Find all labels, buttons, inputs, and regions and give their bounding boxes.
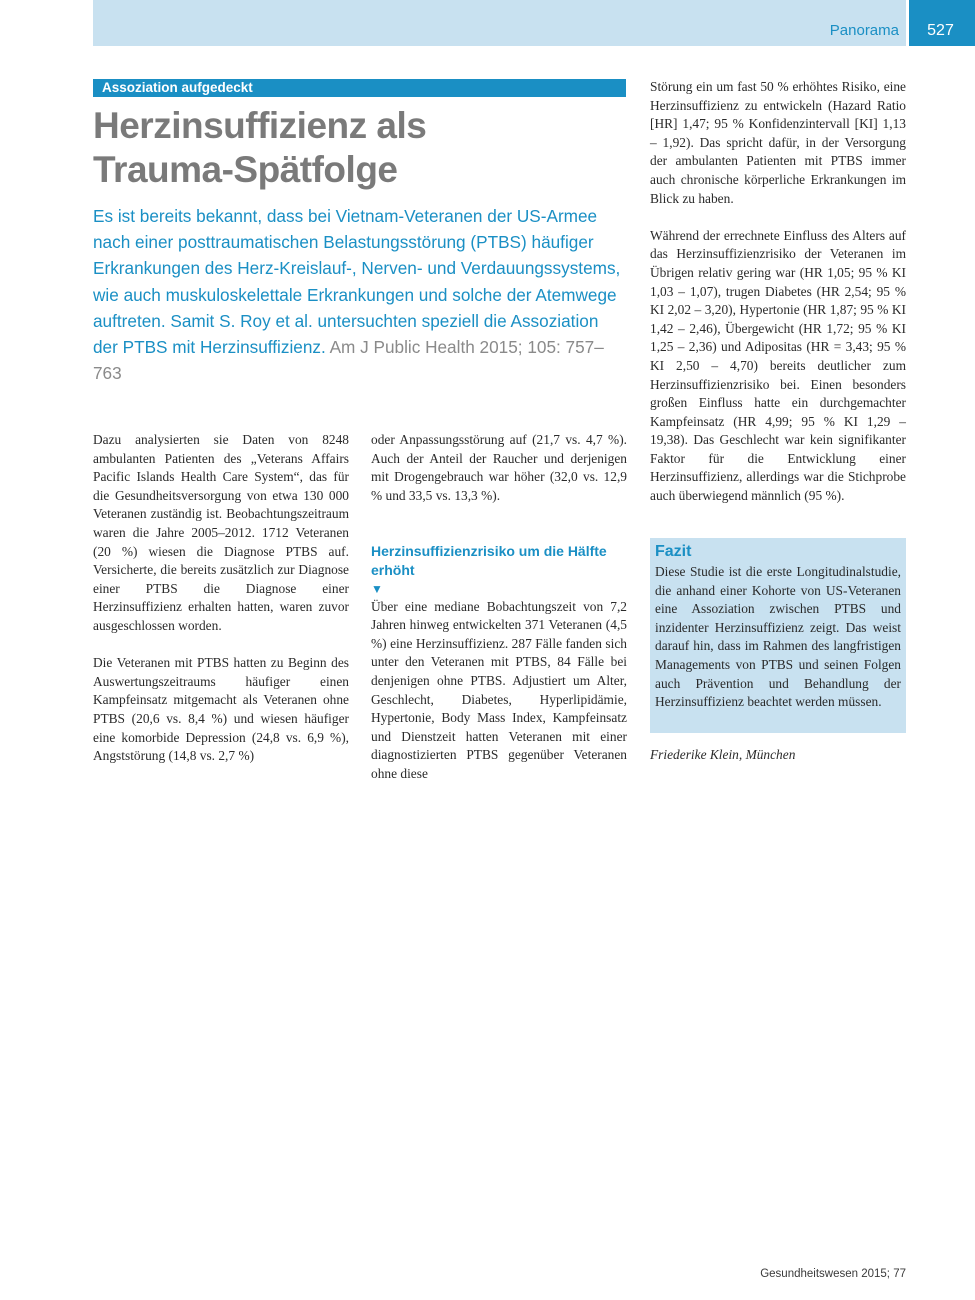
triangle-down-icon: ▼: [371, 581, 383, 596]
citation: Am J Public Health 2015; 105: 757–763: [93, 337, 604, 384]
body-paragraph: Über eine mediane Bobachtungszeit von 7,2 Jahren hinweg entwickelten 371 Veteranen (4,5 %) eine Herzinsuffizienz. 287 Fälle fanden sich unter den Veteranen mit PTBS, 84 Fälle bei denjenigen ohne PTBS. Adjustiert um Alter, Geschlecht, Diabetes, Hyperlipidämie, Hypertonie, Body Mass Index, Kampfeinsatz und Dienstzeit hatten Veteranen mit einer diagnostizierten PTBS gegenüber Veteranen ohne diese: [371, 598, 627, 781]
fazit-title: Fazit: [655, 543, 692, 560]
body-paragraph: Störung ein um fast 50 % erhöhtes Risiko, eine Herzinsuffizienz zu entwickeln (Hazard Ratio [HR] 1,47; 95 % Konfidenzintervall [KI] 1,13 – 1,92). Das spricht dafür, in der Versorgung der ambulanten Patienten mit PTBS immer auch chronische körperliche Erkrankungen im Blick zu haben.: [650, 79, 906, 206]
lead-text: Es ist bereits bekannt, dass bei Vietnam-Veteranen der US-Armee nach einer posttraumatischen Belastungsstörung (PTBS) häufiger Erkrankungen des Herz-Kreislauf-, Nerven- und Verdauungssystems, wie auch muskuloskelettale Erkrankungen und solche der Atemwege auftreten. Samit S. Roy et al. untersuchten speziell die Assoziation der PTBS mit Herzinsuffizienz.: [93, 206, 621, 358]
author-byline: Friederike Klein, München: [650, 747, 796, 762]
article-title: [93, 104, 626, 192]
kicker-label: Assoziation aufgedeckt: [93, 79, 626, 97]
body-paragraph: Während der errechnete Einfluss des Alters auf das Herzinsuffizienzrisiko der Veteranen im Übrigen relativ gering war (HR 1,05; 95 % KI 1,03 – 1,07), trugen Diabetes (HR 2,54; 95 % KI 2,02 – 3,20), Hypertonie (HR 1,87; 95 % KI 1,42 – 2,46), Übergewicht (HR 1,72; 95 % KI 1,25 – 2,36) und Adipositas (HR = 3,43; 95 % KI 2,50 – 4,70) bereits deutlicher zum Herzinsuffizienzrisiko bei. Einen besonders großen Einfluss hatte ein durchgemachter Kampfeinsatz (HR 4,99; 95 % KI 1,29 – 19,38). Das Geschlecht war kein signifikanter Faktor für die Entwicklung einer Herzinsuffizienz, allerdings war die Stichprobe auch überwiegend männlich (95 %).: [650, 227, 906, 504]
page-number: 527: [927, 22, 954, 39]
body-paragraph: Die Veteranen mit PTBS hatten zu Beginn des Auswertungszeitraums häufiger einen Kampfeinsatz mitgemacht als Veteranen ohne PTBS (20,6 vs. 8,4 %) und wiesen häufiger eine komorbide Depression (24,8 vs. 6,9 %), Angststörung (14,8 vs. 2,7 %): [93, 655, 349, 764]
title-line-2: Trauma-Spätfolge: [93, 149, 398, 190]
journal-footer: Gesundheitswesen 2015; 77: [760, 1268, 906, 1280]
column-1: [93, 431, 349, 766]
section-label: Panorama: [829, 22, 899, 39]
lead-paragraph: [93, 203, 626, 386]
fazit-box: [650, 538, 906, 733]
fazit-text: Diese Studie ist die erste Longitudinalstudie, die anhand einer Kohorte von US-Veteranen eine Assoziation zwischen PTBS und inzidenter Herzinsuffizienz zeigt. Das weist darauf hin, dass im Rahmen des langfristigen Managements von PTBS und seinen Folgen auch Prävention und Behandlung der Herzinsuffizienz beachtet werden müssen.: [655, 564, 901, 710]
column-2: [371, 431, 627, 784]
column-3: [650, 78, 906, 506]
title-line-1: Herzinsuffizienz als: [93, 105, 427, 146]
body-paragraph: oder Anpassungsstörung auf (21,7 vs. 4,7 %). Auch der Anteil der Raucher und derjenigen mit Drogengebrauch war höher (32,0 vs. 12,9 % und 33,5 vs. 13,3 %).: [371, 432, 627, 503]
section-heading: Herzinsuffizienzrisiko um die Hälfte erhöht: [371, 543, 607, 578]
body-paragraph: Dazu analysierten sie Daten von 8248 ambulanten Patienten des „Veterans Affairs Pacific Islands Health Care System“, das für die Gesundheitsversorgung von etwa 130 000 Veteranen zuständig ist. Beobachtungszeitraum waren die Jahre 2005–2012. 1712 Veteranen (20 %) wiesen die Diagnose PTBS auf. Versicherte, die bereits zusätzlich zur Diagnose einer PTBS die Diagnose einer Herzinsuffizienz erhalten hatten, waren zuvor ausgeschlossen worden.: [93, 432, 349, 633]
